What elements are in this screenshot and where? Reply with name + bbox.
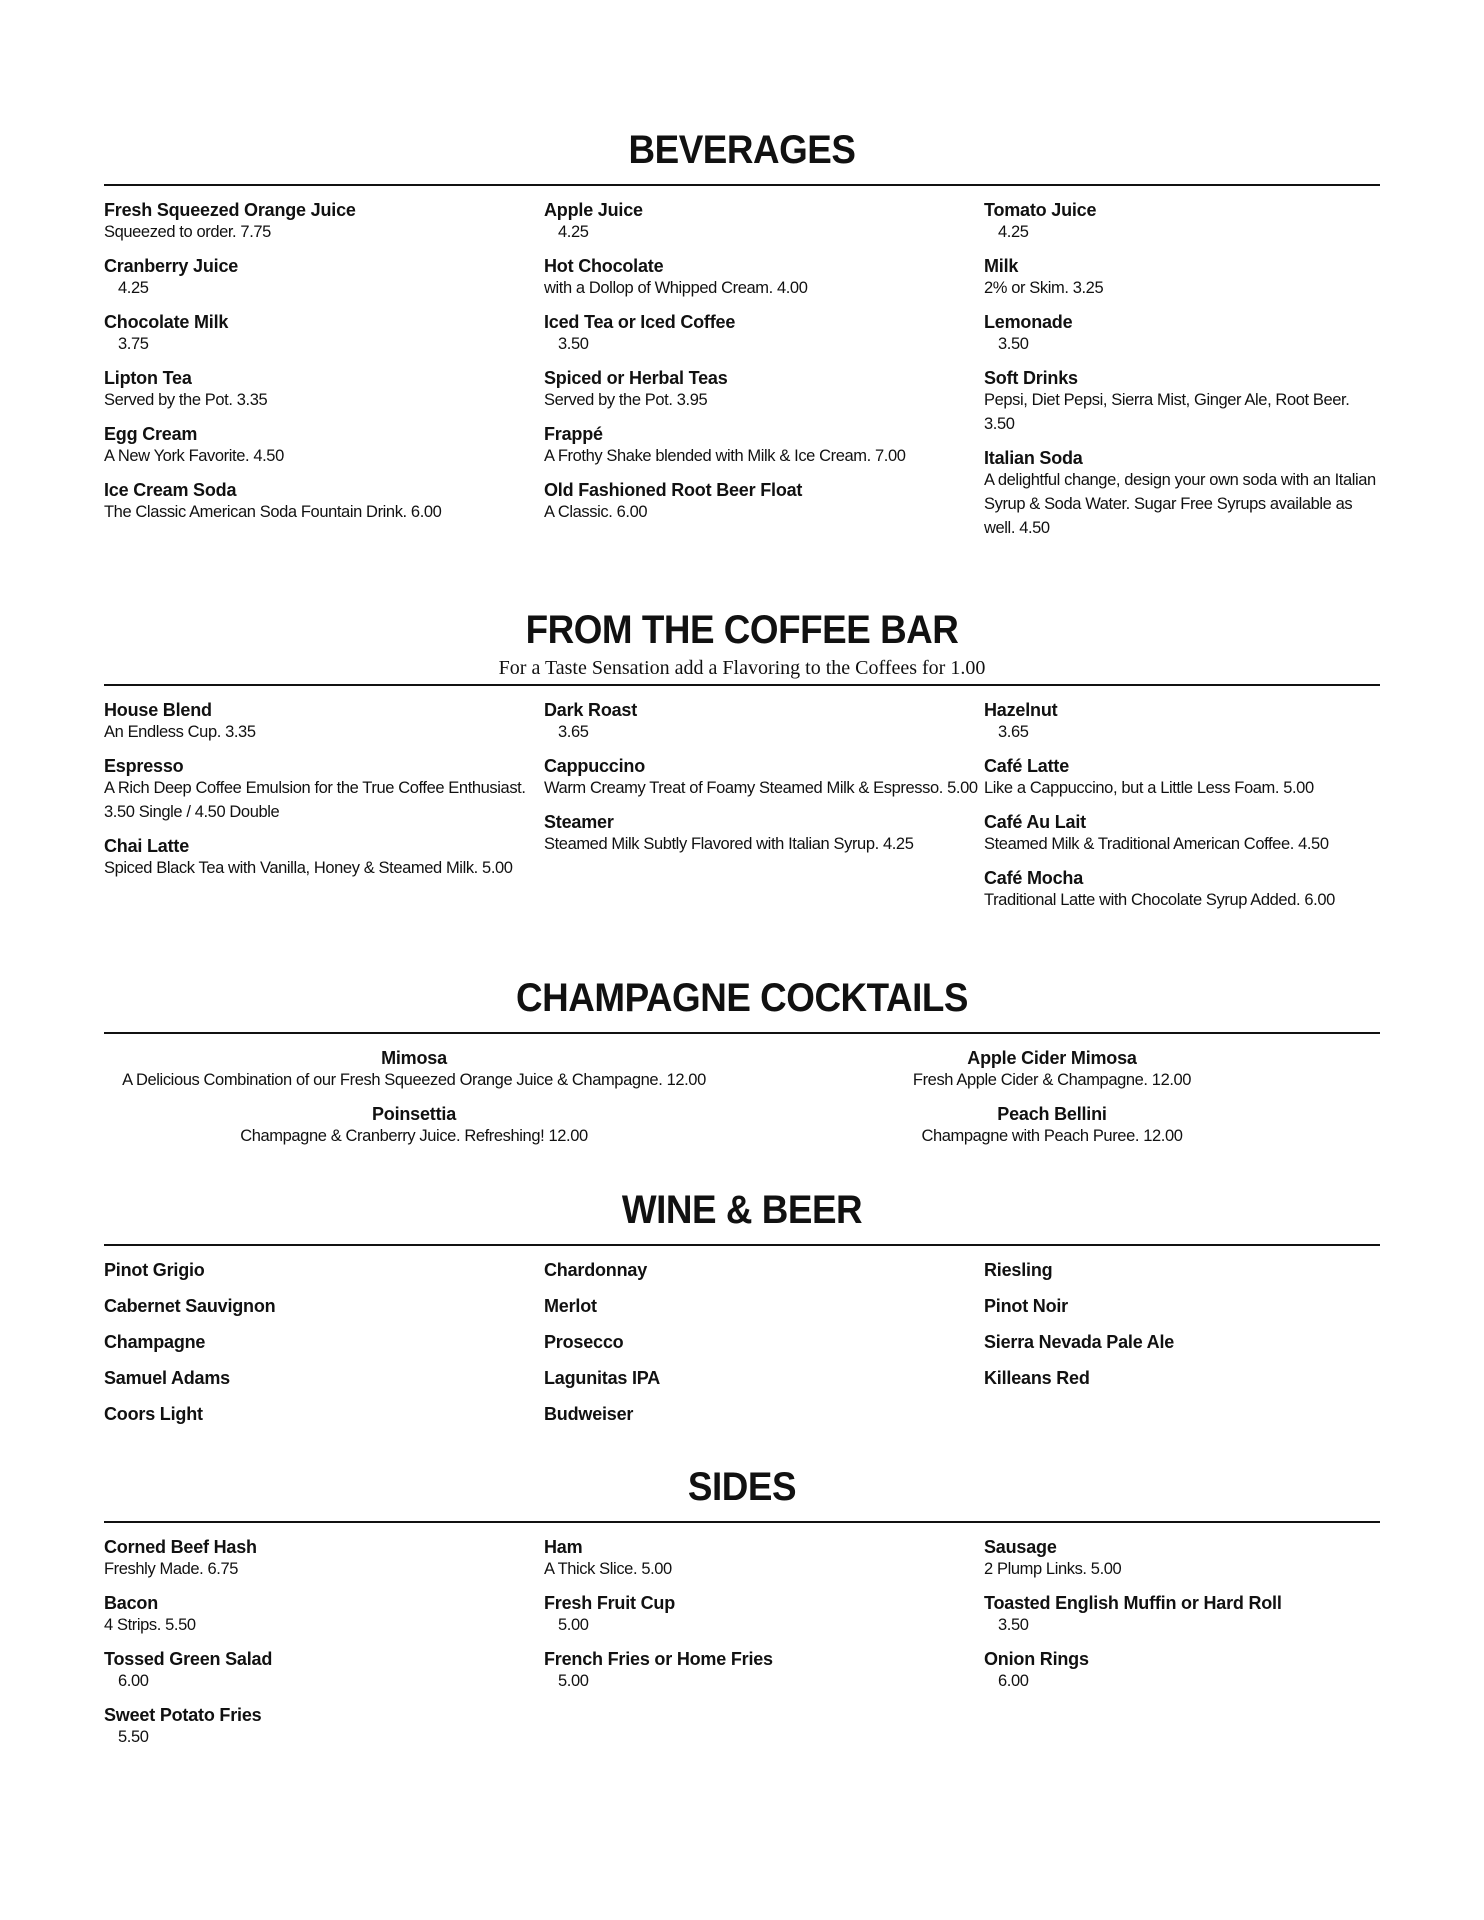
item-description: Steamed Milk Subtly Flavored with Italian Syrup. 4.25 [544,835,914,853]
item-price: 4.25 [118,279,149,297]
section-divider [104,1032,1380,1034]
menu-item [544,756,984,800]
item-name: Fresh Squeezed Orange Juice [104,200,356,220]
item-description: Champagne & Cranberry Juice. Refreshing! 12.00 [240,1127,588,1145]
item-description: Traditional Latte with Chocolate Syrup Added. 6.00 [984,891,1335,909]
section-divider [104,1244,1380,1246]
menu-item [984,312,1380,356]
item-price: 5.00 [558,1672,589,1690]
menu-item [984,1537,1380,1581]
menu-item [544,200,984,244]
menu-item [544,1404,984,1424]
menu-item [544,1296,984,1316]
item-name: Prosecco [544,1332,624,1352]
menu-item [984,448,1380,540]
item-description: 2 Plump Links. 5.00 [984,1560,1122,1578]
item-description: A Thick Slice. 5.00 [544,1560,672,1578]
item-description: Steamed Milk & Traditional American Coffee. 4.50 [984,835,1329,853]
item-description: A Delicious Combination of our Fresh Squeezed Orange Juice & Champagne. 12.00 [122,1071,706,1089]
item-name: Espresso [104,756,184,776]
item-name: Café Au Lait [984,812,1086,832]
item-name: Sweet Potato Fries [104,1705,262,1725]
item-name: Riesling [984,1260,1053,1280]
item-name: Chocolate Milk [104,312,229,332]
item-name: Tomato Juice [984,200,1097,220]
menu-item [544,256,984,300]
item-price: 6.00 [118,1672,149,1690]
item-description: Warm Creamy Treat of Foamy Steamed Milk & Espresso. 5.00 [544,779,978,797]
menu-item [104,200,544,244]
menu-item [104,1649,544,1693]
section-title: FROM THE COFFEE BAR [525,608,959,652]
column [104,1260,544,1440]
section-divider [104,1521,1380,1523]
item-name: Apple Juice [544,200,643,220]
item-name: Lipton Tea [104,368,192,388]
menu-item [984,812,1380,856]
menu-item [544,812,984,856]
item-description: Squeezed to order. 7.75 [104,223,271,241]
item-description: A New York Favorite. 4.50 [104,447,284,465]
item-name: Cranberry Juice [104,256,239,276]
menu-item [984,368,1380,436]
menu-item [104,1705,544,1749]
sides-section [104,1465,1380,1761]
item-description: An Endless Cup. 3.35 [104,723,256,741]
menu-item [104,424,544,468]
item-name: Old Fashioned Root Beer Float [544,480,803,500]
item-name: Steamer [544,812,614,832]
menu-item [544,368,984,412]
menu-item [984,700,1380,744]
item-name: Samuel Adams [104,1368,230,1388]
item-price: 3.75 [118,335,149,353]
menu-item [104,756,544,824]
item-name: Tossed Green Salad [104,1649,273,1669]
item-name: Ham [544,1537,583,1557]
item-description: 2% or Skim. 3.25 [984,279,1104,297]
column [724,1048,1380,1160]
item-description: Champagne with Peach Puree. 12.00 [921,1127,1183,1145]
menu-item [104,1404,544,1424]
column [544,1537,984,1761]
menu-item [544,1368,984,1388]
section-divider [104,684,1380,686]
menu-item [104,836,544,880]
item-name: Corned Beef Hash [104,1537,257,1557]
item-name: Spiced or Herbal Teas [544,368,728,388]
menu-item [984,1593,1380,1637]
item-name: Apple Cider Mimosa [967,1048,1137,1068]
menu-item [104,1537,544,1581]
item-name: Lagunitas IPA [544,1368,661,1388]
item-name: Lemonade [984,312,1073,332]
menu-item [544,1332,984,1352]
item-name: Dark Roast [544,700,638,720]
menu-item [104,1104,724,1148]
menu-item [984,756,1380,800]
item-description: Freshly Made. 6.75 [104,1560,239,1578]
items-grid [104,1260,1380,1440]
section-title: WINE & BEER [621,1188,863,1232]
menu-item [544,1649,984,1693]
item-price: 4.25 [558,223,589,241]
item-name: Budweiser [544,1404,634,1424]
item-description: Like a Cappuccino, but a Little Less Foam. 5.00 [984,779,1314,797]
column [544,200,984,552]
menu-item [724,1104,1380,1148]
section-title: BEVERAGES [628,128,856,172]
item-price: 4.25 [998,223,1029,241]
menu-item [104,1048,724,1092]
item-name: Hazelnut [984,700,1058,720]
column [544,1260,984,1440]
item-description: A delightful change, design your own soda with an Italian Syrup & Soda Water. Sugar Free Syrups available as well. 4.50 [984,471,1376,537]
item-description: Served by the Pot. 3.95 [544,391,708,409]
item-name: Cabernet Sauvignon [104,1296,276,1316]
item-name: Chai Latte [104,836,190,856]
items-grid [104,1537,1380,1761]
item-price: 5.50 [118,1728,149,1746]
menu-item [104,256,544,300]
menu-item [104,368,544,412]
item-name: Egg Cream [104,424,198,444]
menu-item [984,1296,1380,1316]
item-name: Mimosa [381,1048,447,1068]
menu-item [724,1048,1380,1092]
item-name: Coors Light [104,1404,203,1424]
menu-item [544,312,984,356]
section-subtitle: For a Taste Sensation add a Flavoring to the Coffees for 1.00 [498,657,986,679]
item-name: French Fries or Home Fries [544,1649,773,1669]
wine-beer-section [104,1188,1380,1440]
coffee-bar-section [104,608,1380,924]
menu-item [104,1593,544,1637]
menu-item [104,1296,544,1316]
item-name: House Blend [104,700,212,720]
section-divider [104,184,1380,186]
item-name: Sierra Nevada Pale Ale [984,1332,1175,1352]
item-name: Bacon [104,1593,159,1613]
menu-item [104,1260,544,1280]
item-name: Merlot [544,1296,597,1316]
item-price: 3.65 [558,723,589,741]
item-description: The Classic American Soda Fountain Drink. 6.00 [104,503,442,521]
item-description: 4 Strips. 5.50 [104,1616,196,1634]
menu-item [544,1537,984,1581]
menu-item [984,1368,1380,1388]
item-name: Soft Drinks [984,368,1078,388]
menu-item [984,868,1380,912]
item-name: Milk [984,256,1019,276]
item-name: Peach Bellini [997,1104,1107,1124]
column [984,1260,1380,1440]
item-price: 3.50 [998,1616,1029,1634]
item-price: 6.00 [998,1672,1029,1690]
item-description: Spiced Black Tea with Vanilla, Honey & Steamed Milk. 5.00 [104,859,513,877]
items-grid [104,1048,1380,1160]
menu-item [544,424,984,468]
menu-item [984,1260,1380,1280]
item-price: 5.00 [558,1616,589,1634]
item-name: Cappuccino [544,756,646,776]
item-description: Fresh Apple Cider & Champagne. 12.00 [912,1071,1192,1089]
items-grid [104,200,1380,552]
item-description: A Rich Deep Coffee Emulsion for the True Coffee Enthusiast. 3.50 Single / 4.50 Double [104,779,526,821]
menu-item [544,700,984,744]
menu-item [104,700,544,744]
item-name: Hot Chocolate [544,256,664,276]
column [104,700,544,924]
menu-item [104,312,544,356]
item-description: A Frothy Shake blended with Milk & Ice Cream. 7.00 [544,447,906,465]
menu-item [984,1332,1380,1352]
beverages-section [104,128,1380,552]
column [104,1048,724,1160]
menu-item [544,1593,984,1637]
menu-item [984,1649,1380,1693]
item-price: 3.50 [558,335,589,353]
menu-item [544,480,984,524]
item-name: Iced Tea or Iced Coffee [544,312,736,332]
item-description: Pepsi, Diet Pepsi, Sierra Mist, Ginger Ale, Root Beer. 3.50 [984,391,1350,433]
menu-item [544,1260,984,1280]
item-description: A Classic. 6.00 [544,503,648,521]
item-price: 3.50 [998,335,1029,353]
item-name: Champagne [104,1332,206,1352]
column [104,200,544,552]
item-name: Pinot Grigio [104,1260,205,1280]
item-name: Toasted English Muffin or Hard Roll [984,1593,1282,1613]
menu-item [104,1332,544,1352]
item-name: Ice Cream Soda [104,480,237,500]
item-description: with a Dollop of Whipped Cream. 4.00 [544,279,808,297]
column [984,1537,1380,1761]
menu-item [984,200,1380,244]
item-price: 3.65 [998,723,1029,741]
column [984,700,1380,924]
menu-item [104,480,544,524]
item-name: Italian Soda [984,448,1083,468]
item-description: Served by the Pot. 3.35 [104,391,268,409]
item-name: Frappé [544,424,603,444]
section-title: CHAMPAGNE COCKTAILS [516,976,968,1020]
item-name: Onion Rings [984,1649,1089,1669]
menu-item [104,1368,544,1388]
item-name: Chardonnay [544,1260,648,1280]
menu-item [984,256,1380,300]
item-name: Poinsettia [371,1104,457,1124]
item-name: Sausage [984,1537,1057,1557]
item-name: Fresh Fruit Cup [544,1593,675,1613]
column [544,700,984,924]
items-grid [104,700,1380,924]
section-title: SIDES [687,1465,797,1509]
item-name: Café Latte [984,756,1070,776]
champagne-cocktails-section [104,976,1380,1160]
item-name: Killeans Red [984,1368,1090,1388]
item-name: Café Mocha [984,868,1084,888]
column [104,1537,544,1761]
column [984,200,1380,552]
item-name: Pinot Noir [984,1296,1068,1316]
